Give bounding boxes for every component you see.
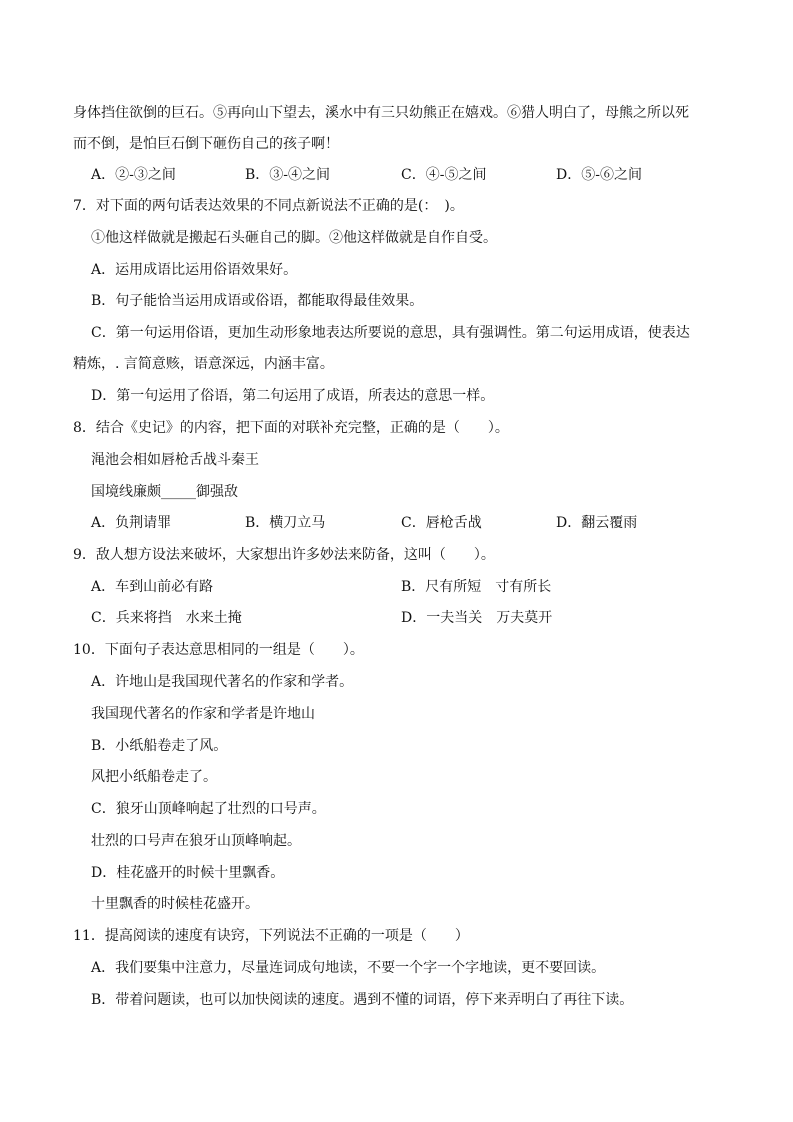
q8-option-c: C．唇枪舌战 [401,515,482,531]
q6-options [91,164,751,186]
passage-line: 而不倒，是怕巨石倒下砸伤自己的孩子啊！ [73,136,339,152]
q9-option-d: D．一夫当关 万夫莫开 [401,610,553,626]
q8-option-d: D．翻云覆雨 [556,515,638,531]
q9-options-row1 [91,576,751,598]
q8-option-b: B．横刀立马 [245,515,326,531]
q9-option-c: C．兵来将挡 水来土掩 [91,610,242,626]
q9-option-b: B．尺有所短 寸有所长 [401,579,552,595]
q6-option-c: C．④-⑤之间 [401,167,487,183]
q7-sentences: ①他这样做就是搬起石头砸自己的脚。②他这样做就是自作自受。 [91,230,497,246]
q9-stem: 9．敌人想方设法来破坏，大家想出许多妙法来防备，这叫（ ）。 [73,547,495,563]
q8-stem: 8．结合《史记》的内容，把下面的对联补充完整，正确的是（ ）。 [73,420,509,436]
q7-option-c: C．第一句运用俗语，更加生动形象地表达所要说的意思，具有强调性。第二句运用成语，使表达 [91,325,690,341]
q8-options [91,512,751,534]
q8-couplet-upper: 渑池会相如唇枪舌战斗秦王 [91,452,259,468]
q6-option-d: D．⑤-⑥之间 [556,167,642,183]
q6-option-b: B．③-④之间 [245,167,331,183]
q8-option-a: A．负荆请罪 [91,515,172,531]
q11-stem: 11．提高阅读的速度有诀窍，下列说法不正确的一项是（ ） [73,928,469,944]
q8-couplet-prefix: 国境线廉颇 [91,484,161,500]
q10-line: B．小纸船卷走了风。 [91,738,228,754]
q7-stem: 7．对下面的两句话表达效果的不同点新说法不正确的是(： )。 [73,198,464,214]
q9-option-a: A．车到山前必有路 [91,579,214,595]
q10-line: 风把小纸船卷走了。 [91,769,217,785]
q7-option-a: A．运用成语比运用俗语效果好。 [91,262,298,278]
q10-stem: 10．下面句子表达意思相同的一组是（ ）。 [73,642,364,658]
passage-line: 身体挡住欲倒的巨石。⑤再向山下望去，溪水中有三只幼熊正在嬉戏。⑥猎人明白了，母熊之所以死 [73,105,689,121]
q7-option-d: D．第一句运用了俗语，第二句运用了成语，所表达的意思一样。 [91,388,495,404]
q10-line: A．许地山是我国现代著名的作家和学者。 [91,674,354,690]
q10-line: 壮烈的口号声在狼牙山顶峰响起。 [91,833,301,849]
q9-options-row2 [91,607,751,629]
q10-line: D．桂花盛开的时候十里飘香。 [91,865,285,881]
q10-line: C．狼牙山顶峰响起了壮烈的口号声。 [91,801,326,817]
q10-line: 我国现代著名的作家和学者是许地山 [91,706,315,722]
q8-couplet-lower [91,481,751,503]
q11-option-b: B．带着问题读，也可以加快阅读的速度。遇到不懂的词语，停下来弄明白了再往下读。 [91,992,634,1008]
q8-blank: _____ [161,484,196,500]
q7-option-b: B．句子能恰当运用成语或俗语，都能取得最佳效果。 [91,293,424,309]
q11-option-a: A．我们要集中注意力，尽量连词成句地读，不要一个字一个字地读，更不要回读。 [91,960,606,976]
q8-couplet-suffix: 御强敌 [196,484,238,500]
q6-option-a: A．②-③之间 [91,167,176,183]
q10-line: 十里飘香的时候桂花盛开。 [91,896,259,912]
q7-option-c-cont: 精炼，. 言简意赅，语意深远，内涵丰富。 [73,356,334,372]
